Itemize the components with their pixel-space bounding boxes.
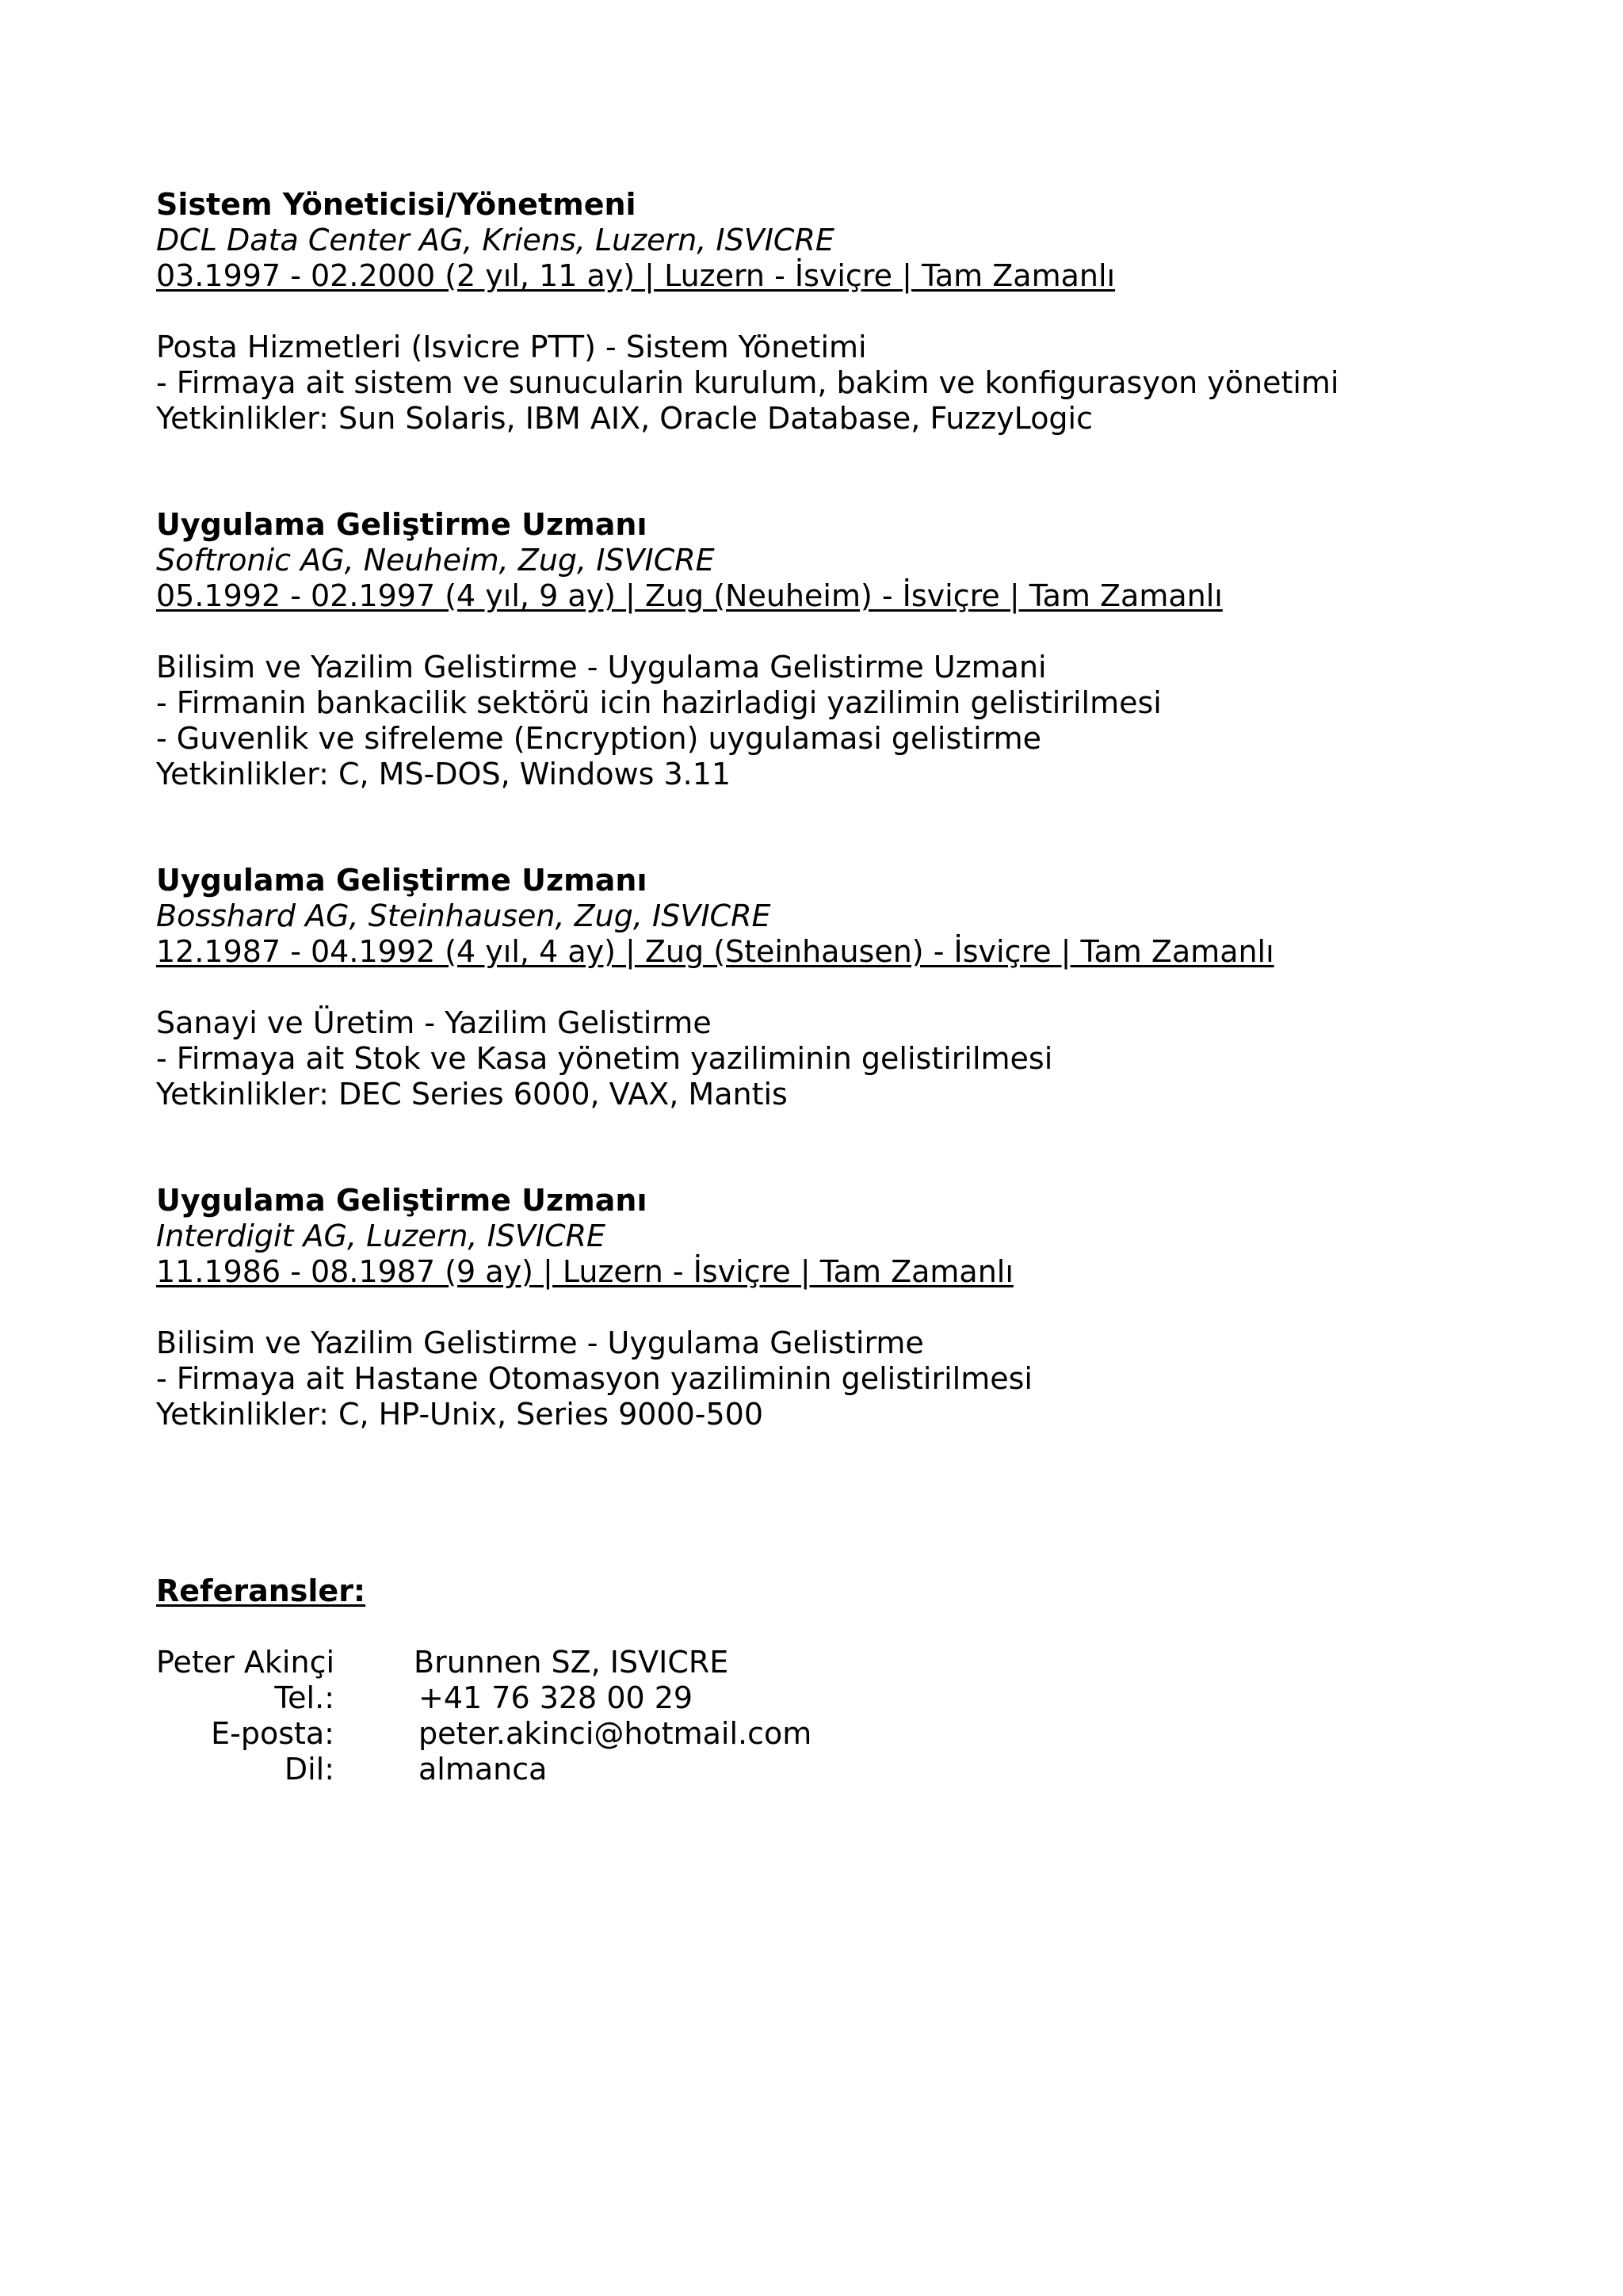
job-description-line: - Firmaya ait Stok ve Kasa yönetim yaziliminin gelistirilmesi [156,1041,1053,1076]
job-entry [156,187,1503,437]
reference-language-row [156,1752,1503,1787]
job-company: Bosshard AG, Steinhausen, Zug, ISVICRE [156,898,771,933]
reference-email-label: E-posta: [211,1716,334,1751]
job-entry [156,1183,1503,1432]
reference-language: almanca [418,1752,548,1787]
job-company: Softronic AG, Neuheim, Zug, ISVICRE [156,543,715,578]
job-period: 12.1987 - 04.1992 (4 yıl, 4 ay) | Zug (Steinhausen) - İsviçre | Tam Zamanlı [156,934,1274,969]
job-company: Interdigit AG, Luzern, ISVICRE [156,1219,606,1253]
references-heading: Referansler: [156,1573,366,1608]
job-skills: Yetkinlikler: C, MS-DOS, Windows 3.11 [156,757,731,791]
job-description-line: Bilisim ve Yazilim Gelistirme - Uygulama Gelistirme [156,1325,924,1360]
references-section [156,1573,1503,1787]
reference-phone: +41 76 328 00 29 [418,1680,693,1715]
resume-page [156,187,1503,1787]
job-company: DCL Data Center AG, Kriens, Luzern, ISVICRE [156,223,834,257]
job-skills: Yetkinlikler: DEC Series 6000, VAX, Mantis [156,1077,788,1112]
reference-name: Peter Akinçi [156,1645,335,1680]
reference-phone-label: Tel.: [274,1680,334,1715]
job-description-line: - Firmaya ait sistem ve sunucularin kurulum, bakim ve konfigurasyon yönetimi [156,365,1339,400]
job-title: Uygulama Geliştirme Uzmanı [156,507,647,542]
job-description-line: Bilisim ve Yazilim Gelistirme - Uygulama Gelistirme Uzmani [156,650,1047,685]
job-description-line: - Firmaya ait Hastane Otomasyon yaziliminin gelistirilmesi [156,1361,1033,1396]
reference-name-row [156,1645,1503,1680]
reference-email: peter.akinci@hotmail.com [418,1716,812,1751]
job-description-line: Posta Hizmetleri (Isvicre PTT) - Sistem Yönetimi [156,330,867,364]
job-entry [156,507,1503,792]
job-skills: Yetkinlikler: C, HP-Unix, Series 9000-500 [156,1397,764,1432]
job-entry [156,863,1503,1112]
job-period: 11.1986 - 08.1987 (9 ay) | Luzern - İsviçre | Tam Zamanlı [156,1254,1014,1289]
job-title: Sistem Yöneticisi/Yönetmeni [156,187,636,222]
job-period: 03.1997 - 02.2000 (2 yıl, 11 ay) | Luzern - İsviçre | Tam Zamanlı [156,258,1116,293]
job-skills: Yetkinlikler: Sun Solaris, IBM AIX, Oracle Database, FuzzyLogic [156,401,1094,436]
job-description-line: Sanayi ve Üretim - Yazilim Gelistirme [156,1005,712,1040]
reference-phone-row [156,1680,1503,1716]
reference-location: Brunnen SZ, ISVICRE [414,1645,729,1680]
reference-language-label: Dil: [284,1752,334,1787]
job-period: 05.1992 - 02.1997 (4 yıl, 9 ay) | Zug (Neuheim) - İsviçre | Tam Zamanlı [156,578,1223,613]
job-description-line: - Guvenlik ve sifreleme (Encryption) uygulamasi gelistirme [156,721,1042,756]
reference-email-row [156,1716,1503,1752]
job-title: Uygulama Geliştirme Uzmanı [156,1183,647,1218]
job-title: Uygulama Geliştirme Uzmanı [156,863,647,898]
job-description-line: - Firmanin bankacilik sektörü icin hazirladigi yazilimin gelistirilmesi [156,685,1162,720]
